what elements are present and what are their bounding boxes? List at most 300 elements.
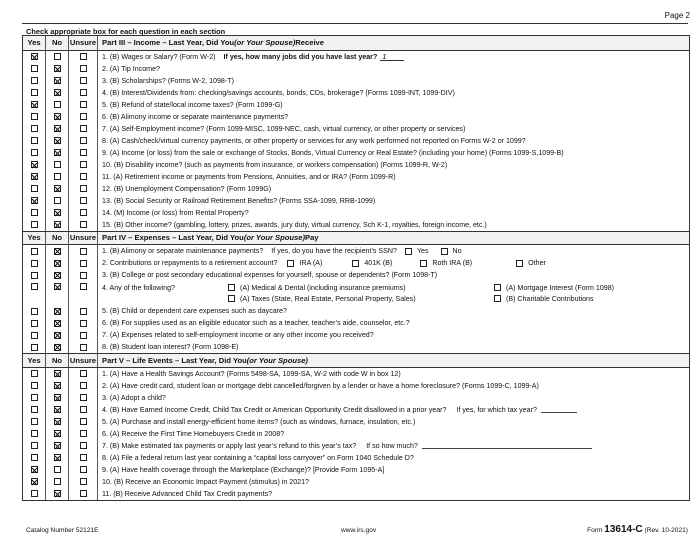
question-label: 2. Contributions or repayments to a retirement account? bbox=[102, 259, 278, 267]
retirement-option[interactable] bbox=[352, 259, 392, 267]
retirement-option-label: Roth IRA (B) bbox=[432, 259, 473, 267]
retirement-option-checkbox[interactable] bbox=[287, 260, 294, 267]
retirement-option-label: IRA (A) bbox=[299, 259, 323, 267]
question-row bbox=[23, 392, 689, 404]
question-text bbox=[98, 488, 689, 500]
yes-checkbox[interactable] bbox=[31, 308, 38, 315]
unsure-checkbox[interactable] bbox=[80, 454, 87, 461]
question-label: 5. (B) Child or dependent care expenses such as daycare? bbox=[102, 307, 287, 315]
question-row bbox=[23, 269, 689, 281]
question-text bbox=[98, 341, 689, 353]
cell-yes bbox=[23, 207, 46, 219]
answer-line[interactable] bbox=[422, 442, 592, 449]
cell-unsure bbox=[69, 416, 98, 428]
cell-no bbox=[46, 135, 69, 147]
cell-no bbox=[46, 452, 69, 464]
question-row bbox=[23, 452, 689, 464]
question-row bbox=[23, 368, 689, 380]
cell-no bbox=[46, 207, 69, 219]
no-checkbox[interactable] bbox=[54, 332, 61, 339]
yes-checkbox[interactable] bbox=[31, 65, 38, 72]
cell-no bbox=[46, 99, 69, 111]
section-title bbox=[98, 354, 689, 367]
cell-unsure bbox=[69, 51, 98, 63]
no-checkbox[interactable] bbox=[54, 320, 61, 327]
top-rule bbox=[22, 23, 688, 24]
no-checkbox[interactable] bbox=[54, 454, 61, 461]
question-label: 4. Any of the following? bbox=[102, 283, 175, 292]
unsure-checkbox[interactable] bbox=[80, 478, 87, 485]
part-v-life-events bbox=[23, 353, 689, 500]
no-checkbox[interactable] bbox=[54, 308, 61, 315]
no-checkbox[interactable] bbox=[54, 370, 61, 377]
question-row bbox=[23, 305, 689, 317]
cell-yes bbox=[23, 183, 46, 195]
unsure-checkbox[interactable] bbox=[80, 490, 87, 497]
question-row bbox=[23, 87, 689, 99]
no-checkbox[interactable] bbox=[54, 490, 61, 497]
cell-unsure bbox=[69, 368, 98, 380]
section-title-text: Part III – Income – Last Year, Did You bbox=[102, 38, 235, 48]
col-unsure-header: Unsure bbox=[69, 36, 98, 50]
cell-yes bbox=[23, 135, 46, 147]
question-text bbox=[98, 305, 689, 317]
cell-unsure bbox=[69, 428, 98, 440]
cell-no bbox=[46, 440, 69, 452]
question-label: 9. (A) Have health coverage through the Marketplace (Exchange)? [Provide Form 1095-A] bbox=[102, 465, 385, 474]
cell-no bbox=[46, 159, 69, 171]
question-label: 2. (A) Tip Income? bbox=[102, 64, 160, 73]
unsure-checkbox[interactable] bbox=[80, 137, 87, 144]
unsure-checkbox[interactable] bbox=[80, 173, 87, 180]
no-checkbox[interactable] bbox=[54, 137, 61, 144]
expense-option[interactable] bbox=[494, 284, 614, 292]
question-text bbox=[98, 368, 689, 380]
col-no-header: No bbox=[46, 354, 69, 367]
question-row bbox=[23, 464, 689, 476]
unsure-checkbox[interactable] bbox=[80, 382, 87, 389]
yes-checkbox[interactable] bbox=[31, 209, 38, 216]
col-unsure-header: Unsure bbox=[69, 233, 97, 243]
section-header bbox=[23, 36, 689, 51]
cell-unsure bbox=[69, 99, 98, 111]
yes-checkbox[interactable] bbox=[31, 89, 38, 96]
question-text bbox=[98, 392, 689, 404]
col-yes-header: Yes bbox=[23, 354, 46, 367]
cell-unsure bbox=[69, 183, 98, 195]
cell-unsure bbox=[69, 63, 98, 75]
question-row bbox=[23, 404, 689, 416]
yes-checkbox[interactable] bbox=[31, 394, 38, 401]
question-text bbox=[98, 51, 689, 63]
yes-checkbox[interactable] bbox=[31, 101, 38, 108]
question-label: 10. (B) Receive an Economic Impact Payment (stimulus) in 2021? bbox=[102, 477, 309, 486]
cell-yes bbox=[23, 281, 46, 305]
question-label: 4. (B) Interest/Dividends from: checking/savings accounts, bonds, CDs, brokerage? (Forms 1099-INT, 1099-DIV) bbox=[102, 88, 455, 97]
unsure-checkbox[interactable] bbox=[80, 344, 87, 351]
section-header bbox=[23, 353, 689, 368]
question-label: 3. (B) Scholarships? (Forms W-2, 1098-T) bbox=[102, 76, 234, 85]
question-row bbox=[23, 219, 689, 231]
question-text bbox=[98, 317, 689, 329]
cell-unsure bbox=[69, 281, 98, 305]
yes-checkbox[interactable] bbox=[31, 53, 38, 60]
yes-checkbox[interactable] bbox=[31, 320, 38, 327]
unsure-checkbox[interactable] bbox=[80, 418, 87, 425]
cell-yes bbox=[23, 51, 46, 63]
expense-option-label: (A) Mortgage Interest (Form 1098) bbox=[506, 283, 615, 292]
unsure-checkbox[interactable] bbox=[80, 320, 87, 327]
question-row bbox=[23, 195, 689, 207]
yes-checkbox[interactable] bbox=[31, 344, 38, 351]
unsure-checkbox[interactable] bbox=[80, 65, 87, 72]
question-row bbox=[23, 317, 689, 329]
unsure-checkbox[interactable] bbox=[80, 272, 87, 279]
question-label: 13. (B) Social Security or Railroad Retirement Benefits? (Forms SSA-1099, RRB-1099) bbox=[102, 196, 376, 205]
question-row bbox=[23, 147, 689, 159]
unsure-checkbox[interactable] bbox=[80, 77, 87, 84]
expense-option-label: (A) Taxes (State, Real Estate, Personal Property, Sales) bbox=[240, 294, 416, 303]
no-checkbox[interactable] bbox=[54, 125, 61, 132]
question-row bbox=[23, 245, 689, 257]
no-checkbox[interactable] bbox=[54, 149, 61, 156]
cell-no bbox=[46, 147, 69, 159]
question-row bbox=[23, 281, 689, 305]
question-text bbox=[98, 281, 689, 305]
yes-checkbox[interactable] bbox=[31, 332, 38, 339]
question-label: 7. (B) Make estimated tax payments or apply last year’s refund to this year’s tax? bbox=[102, 441, 357, 450]
cell-yes bbox=[23, 392, 46, 404]
question-text bbox=[98, 123, 689, 135]
col-no-header: No bbox=[46, 36, 69, 50]
unsure-checkbox[interactable] bbox=[80, 370, 87, 377]
cell-no bbox=[46, 219, 69, 231]
cell-yes bbox=[23, 147, 46, 159]
cell-yes bbox=[23, 195, 46, 207]
yes-checkbox[interactable] bbox=[31, 149, 38, 156]
expense-option-checkbox[interactable] bbox=[494, 284, 501, 291]
question-label: 1. (A) Have a Health Savings Account? (Forms 5498-SA, 1099-SA, W-2 with code W in box 12) bbox=[102, 369, 401, 378]
question-label: 11. (B) Receive Advanced Child Tax Credit payments? bbox=[102, 489, 273, 498]
yes-checkbox[interactable] bbox=[31, 442, 38, 449]
section-title-spouse: (or Your Spouse) bbox=[234, 38, 296, 48]
yes-checkbox[interactable] bbox=[31, 490, 38, 497]
cell-yes bbox=[23, 416, 46, 428]
unsure-checkbox[interactable] bbox=[80, 197, 87, 204]
retirement-option-label: Other bbox=[528, 259, 546, 267]
cell-no bbox=[46, 380, 69, 392]
question-label: 14. (M) Income (or loss) from Rental Property? bbox=[102, 208, 249, 217]
cell-unsure bbox=[69, 245, 98, 257]
expense-option-label: (B) Charitable Contributions bbox=[506, 294, 594, 303]
cell-no bbox=[46, 245, 69, 257]
retirement-option-label: 401K (B) bbox=[364, 259, 393, 267]
no-checkbox[interactable] bbox=[54, 418, 61, 425]
jobs-count-input[interactable]: 1 bbox=[380, 53, 404, 61]
no-checkbox[interactable] bbox=[54, 344, 61, 351]
question-label: 1. (B) Wages or Salary? (Form W-2) bbox=[102, 52, 216, 61]
yes-checkbox[interactable] bbox=[31, 478, 38, 485]
question-text bbox=[98, 464, 689, 476]
row4-line2 bbox=[102, 293, 689, 304]
unsure-checkbox[interactable] bbox=[80, 394, 87, 401]
cell-unsure bbox=[69, 392, 98, 404]
no-checkbox[interactable] bbox=[54, 161, 61, 168]
unsure-checkbox[interactable] bbox=[80, 466, 87, 473]
expense-option[interactable] bbox=[228, 295, 494, 303]
cell-no bbox=[46, 317, 69, 329]
cell-unsure bbox=[69, 135, 98, 147]
cell-unsure bbox=[69, 171, 98, 183]
cell-no bbox=[46, 171, 69, 183]
question-text bbox=[98, 111, 689, 123]
no-checkbox[interactable] bbox=[54, 101, 61, 108]
section-title bbox=[98, 232, 689, 245]
cell-no bbox=[46, 123, 69, 135]
cell-no bbox=[46, 428, 69, 440]
cell-yes bbox=[23, 87, 46, 99]
question-label: 1. (B) Alimony or separate maintenance payments? bbox=[102, 247, 264, 255]
question-row bbox=[23, 416, 689, 428]
ssn-no-checkbox[interactable] bbox=[441, 248, 448, 255]
cell-yes bbox=[23, 317, 46, 329]
cell-yes bbox=[23, 404, 46, 416]
retirement-option-checkbox[interactable] bbox=[352, 260, 359, 267]
catalog-number: Catalog Number 52121E bbox=[26, 527, 99, 534]
cell-unsure bbox=[69, 207, 98, 219]
yes-checkbox[interactable] bbox=[31, 248, 38, 255]
question-label: 12. (B) Unemployment Compensation? (Form 1099G) bbox=[102, 184, 272, 193]
no-checkbox[interactable] bbox=[54, 209, 61, 216]
cell-no bbox=[46, 341, 69, 353]
cell-unsure bbox=[69, 111, 98, 123]
no-checkbox[interactable] bbox=[54, 478, 61, 485]
yes-checkbox[interactable] bbox=[31, 77, 38, 84]
question-text bbox=[98, 171, 689, 183]
yes-checkbox[interactable] bbox=[31, 370, 38, 377]
cell-yes bbox=[23, 488, 46, 500]
cell-yes bbox=[23, 257, 46, 269]
yes-checkbox[interactable] bbox=[31, 418, 38, 425]
question-row bbox=[23, 183, 689, 195]
retirement-option-checkbox[interactable] bbox=[516, 260, 523, 267]
cell-unsure bbox=[69, 341, 98, 353]
unsure-checkbox[interactable] bbox=[80, 430, 87, 437]
cell-no bbox=[46, 476, 69, 488]
cell-unsure bbox=[69, 195, 98, 207]
question-row bbox=[23, 329, 689, 341]
expense-option[interactable] bbox=[228, 284, 494, 292]
question-text bbox=[98, 87, 689, 99]
question-label: 10. (B) Disability income? (such as payments from insurance, or workers compensation) (Forms 1099-R, W-2) bbox=[102, 160, 448, 169]
unsure-checkbox[interactable] bbox=[80, 283, 87, 290]
yes-checkbox[interactable] bbox=[31, 197, 38, 204]
unsure-checkbox[interactable] bbox=[80, 332, 87, 339]
no-checkbox[interactable] bbox=[54, 53, 61, 60]
no-checkbox[interactable] bbox=[54, 77, 61, 84]
question-label: 3. (B) College or post secondary educational expenses for yourself, spouse or dependents? (Form 1098-T) bbox=[102, 271, 438, 279]
question-row bbox=[23, 341, 689, 353]
retirement-option[interactable] bbox=[516, 259, 546, 267]
section-title-suffix: Pay bbox=[305, 233, 319, 243]
unsure-checkbox[interactable] bbox=[80, 248, 87, 255]
yes-checkbox[interactable] bbox=[31, 173, 38, 180]
question-text bbox=[98, 147, 689, 159]
cell-unsure bbox=[69, 147, 98, 159]
section-title-suffix: Receive bbox=[295, 38, 325, 48]
cell-no bbox=[46, 51, 69, 63]
yes-checkbox[interactable] bbox=[31, 454, 38, 461]
unsure-checkbox[interactable] bbox=[80, 260, 87, 267]
cell-unsure bbox=[69, 317, 98, 329]
unsure-checkbox[interactable] bbox=[80, 442, 87, 449]
question-text bbox=[98, 219, 689, 231]
cell-yes bbox=[23, 428, 46, 440]
no-checkbox[interactable] bbox=[54, 382, 61, 389]
expense-option-checkbox[interactable] bbox=[228, 284, 235, 291]
question-label: 8. (A) File a federal return last year containing a “capital loss carryover” on Form 1040 Schedule D? bbox=[102, 453, 414, 462]
ssn-yes-checkbox[interactable] bbox=[405, 248, 412, 255]
question-text bbox=[98, 183, 689, 195]
unsure-checkbox[interactable] bbox=[80, 101, 87, 108]
question-row bbox=[23, 428, 689, 440]
unsure-checkbox[interactable] bbox=[80, 149, 87, 156]
cell-no bbox=[46, 392, 69, 404]
question-text bbox=[98, 269, 689, 281]
yes-checkbox[interactable] bbox=[31, 137, 38, 144]
cell-no bbox=[46, 416, 69, 428]
no-checkbox[interactable] bbox=[54, 89, 61, 96]
question-text bbox=[98, 135, 689, 147]
no-checkbox[interactable] bbox=[54, 442, 61, 449]
cell-yes bbox=[23, 464, 46, 476]
unsure-checkbox[interactable] bbox=[80, 185, 87, 192]
yes-checkbox[interactable] bbox=[31, 113, 38, 120]
question-text bbox=[98, 245, 689, 257]
no-checkbox[interactable] bbox=[54, 185, 61, 192]
no-checkbox[interactable] bbox=[54, 65, 61, 72]
cell-unsure bbox=[69, 488, 98, 500]
col-yes-header: Yes bbox=[23, 232, 46, 245]
question-row bbox=[23, 63, 689, 75]
question-row bbox=[23, 123, 689, 135]
yes-checkbox[interactable] bbox=[31, 466, 38, 473]
cell-yes bbox=[23, 159, 46, 171]
no-checkbox[interactable] bbox=[54, 173, 61, 180]
yes-checkbox[interactable] bbox=[31, 185, 38, 192]
yes-checkbox[interactable] bbox=[31, 272, 38, 279]
yes-checkbox[interactable] bbox=[31, 260, 38, 267]
no-checkbox[interactable] bbox=[54, 394, 61, 401]
followup-question: If so how much? bbox=[366, 441, 418, 450]
cell-no bbox=[46, 368, 69, 380]
question-text bbox=[98, 428, 689, 440]
section-title bbox=[98, 36, 689, 50]
cell-no bbox=[46, 404, 69, 416]
question-text bbox=[98, 75, 689, 87]
no-checkbox[interactable] bbox=[54, 430, 61, 437]
retirement-option[interactable] bbox=[287, 259, 322, 267]
no-checkbox[interactable] bbox=[54, 406, 61, 413]
cell-yes bbox=[23, 245, 46, 257]
no-checkbox[interactable] bbox=[54, 260, 61, 267]
question-row bbox=[23, 135, 689, 147]
question-label: 9. (A) Income (or loss) from the sale or exchange of Stocks, Bonds, Virtual Currency or Real Estate? (including your home) (Forms 1099-S,1099-B) bbox=[102, 148, 564, 157]
unsure-checkbox[interactable] bbox=[80, 113, 87, 120]
yes-checkbox[interactable] bbox=[31, 283, 38, 290]
unsure-checkbox[interactable] bbox=[80, 125, 87, 132]
question-text bbox=[98, 329, 689, 341]
cell-yes bbox=[23, 269, 46, 281]
cell-no bbox=[46, 488, 69, 500]
cell-no bbox=[46, 329, 69, 341]
no-checkbox[interactable] bbox=[54, 221, 61, 228]
retirement-option[interactable] bbox=[420, 259, 472, 267]
no-checkbox[interactable] bbox=[54, 248, 61, 255]
cell-unsure bbox=[69, 87, 98, 99]
expense-option-checkbox[interactable] bbox=[228, 295, 235, 302]
yes-checkbox[interactable] bbox=[31, 382, 38, 389]
website: www.irs.gov bbox=[341, 527, 377, 534]
col-no-header: No bbox=[46, 232, 69, 245]
question-label: 7. (A) Self-Employment income? (Form 1099-MISC, 1099-NEC, cash, virtual currency, or other property or services) bbox=[102, 124, 466, 133]
expense-option[interactable] bbox=[494, 295, 594, 303]
question-text bbox=[98, 416, 689, 428]
question-grid bbox=[22, 35, 690, 501]
cell-yes bbox=[23, 75, 46, 87]
col-yes-header: Yes bbox=[23, 36, 46, 50]
cell-no bbox=[46, 305, 69, 317]
question-row bbox=[23, 488, 689, 500]
yes-checkbox[interactable] bbox=[31, 406, 38, 413]
no-checkbox[interactable] bbox=[54, 113, 61, 120]
form-id bbox=[587, 524, 688, 535]
expense-option-checkbox[interactable] bbox=[494, 295, 501, 302]
no-checkbox[interactable] bbox=[54, 283, 61, 290]
section-header bbox=[23, 231, 689, 246]
unsure-checkbox[interactable] bbox=[80, 89, 87, 96]
ssn-no-option[interactable] bbox=[441, 247, 462, 255]
cell-no bbox=[46, 257, 69, 269]
cell-unsure bbox=[69, 257, 98, 269]
unsure-checkbox[interactable] bbox=[80, 308, 87, 315]
question-label: 11. (A) Retirement income or payments from Pensions, Annuities, and or IRA? (Form 1099-R) bbox=[102, 172, 396, 181]
cell-unsure bbox=[69, 329, 98, 341]
cell-no bbox=[46, 75, 69, 87]
cell-no bbox=[46, 183, 69, 195]
yes-checkbox[interactable] bbox=[31, 161, 38, 168]
no-checkbox[interactable] bbox=[54, 197, 61, 204]
no-checkbox[interactable] bbox=[54, 272, 61, 279]
unsure-checkbox[interactable] bbox=[80, 209, 87, 216]
form-number: 13614-C bbox=[604, 524, 643, 535]
yes-checkbox[interactable] bbox=[31, 430, 38, 437]
retirement-option-checkbox[interactable] bbox=[420, 260, 427, 267]
answer-line[interactable] bbox=[541, 406, 577, 413]
no-checkbox[interactable] bbox=[54, 466, 61, 473]
cell-unsure bbox=[69, 452, 98, 464]
unsure-checkbox[interactable] bbox=[80, 406, 87, 413]
cell-no bbox=[46, 111, 69, 123]
ssn-yes-option[interactable] bbox=[405, 247, 429, 255]
unsure-checkbox[interactable] bbox=[80, 161, 87, 168]
yes-checkbox[interactable] bbox=[31, 125, 38, 132]
unsure-checkbox[interactable] bbox=[80, 221, 87, 228]
yes-checkbox[interactable] bbox=[31, 221, 38, 228]
cell-yes bbox=[23, 452, 46, 464]
ssn-question: If yes, do you have the recipient’s SSN? bbox=[271, 247, 397, 255]
unsure-checkbox[interactable] bbox=[80, 53, 87, 60]
